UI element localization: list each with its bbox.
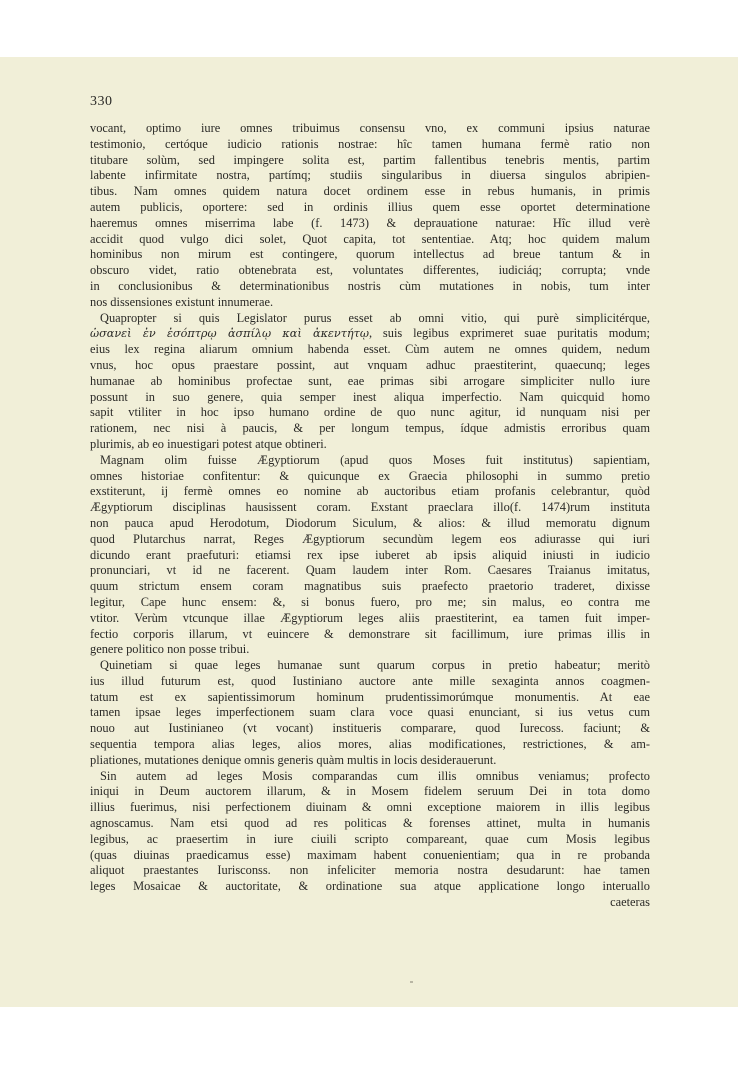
text-line: aliquot praestantes Iurisconss. non infeliciter memoria nostra desudarunt: hae tamen [90, 863, 650, 878]
text-line: Sin autem ad leges Mosis comparandas cum illis omnibus veniamus; profecto [100, 768, 650, 783]
text-line: fectio corporis illarum, vt euincere & demonstrare sit facillimum, iure primas illis in [90, 626, 650, 641]
text-line: tamen ipsae leges imperfectionem suam clara voce quasi enunciant, si ius vetus cum [90, 705, 650, 720]
text-line: accidit quod vulgo dici solet, Quot capita, tot sententiae. Atq; hoc quidem malum [90, 231, 650, 246]
text-line: legibus, ac praesertim in iure ciuili scripto compareant, quae cum Mosis legibus [90, 831, 650, 846]
text-line: testimonio, certóque iudicio rationis nostrae: hîc tamen humana fermè ratio non [90, 136, 650, 151]
text-line: non pauca apud Herodotum, Diodorum Siculum, & alios: & illud memoratu dignum [90, 515, 650, 530]
text-line: labente infirmitate nostra, partímq; studiis singularibus in diuersa singulos abripien- [90, 168, 650, 183]
text-line: agnoscamus. Nam etsi quod ad res politicas & forenses attinet, multa in humanis [90, 816, 650, 831]
text-line: legitur, Cape hunc ensem: &, si bonus fuero, pro me; sin malus, eo contra me [90, 594, 650, 609]
text-line: genere politico non posse tribui. [90, 642, 250, 657]
text-line: nouo aut Iustinianeo (vt vocant) institueris comparare, quod Iurecoss. faciunt; & [90, 721, 650, 736]
text-line: nos dissensiones existunt innumerae. [90, 294, 274, 309]
text-line: leges Mosaicae & auctoritate, & ordinatione sua atque applicatione longo interuallo [90, 879, 650, 894]
text-line: autem publicis, oportere: sed in ordinis illius quem esse oportet determinatione [90, 199, 650, 214]
text-line: Quinetiam si quae leges humanae sunt quarum corpus in pretio habeatur; meritò [100, 658, 650, 673]
text-line: pliationes, mutationes denique omnis generis quàm multis in locis desiderauerunt. [90, 752, 497, 767]
text-line: sapit vtiliter in hoc ipso humano ordine de quo nunc agitur, id nunquam nisi per [90, 405, 650, 420]
text-line: Magnam olim fuisse Ægyptiorum (apud quos Moses fuit institutus) sapientiam, [100, 452, 650, 467]
text-line: exstiterunt, ij fermè omnes eo nomine ab auctoribus etiam profanis celebrantur, quòd [90, 484, 650, 499]
paragraph [90, 769, 650, 895]
text-line: Ægyptiorum disciplinas hausissent coram. Exstant praeclara illo(f. 1474)rum instituta [90, 500, 650, 515]
text-line: dicundo erant praefuturi: etiamsi rex ipse iuberet ab ipsis aliquid iniusti in iudicio [90, 547, 650, 562]
text-line: iniqui in Deum auctorem illarum, & in Mosem fidelem seruum Dei in tota domo [90, 784, 650, 799]
text-line: rationem, nec nisi à paucis, & per longum tempus, ídque admistis erroribus quam [90, 421, 650, 436]
text-line: hominibus non mirum est contingere, quorum intellectus ad breue tantum & in [90, 247, 650, 262]
print-mark [410, 981, 413, 983]
text-line: vnus, hoc opus praestare possint, aut vnquam adhuc praestiterint, quaecunq; leges [90, 357, 650, 372]
text-line: sequentia tempora alias leges, alios mores, alias modificationes, restrictiones, & am- [90, 737, 650, 752]
text-line: (quas diuinas praedicamus esse) maximam habent conuenientiam; qua in re probanda [90, 847, 650, 862]
text-line: eius lex regina aliarum omnium habenda esset. Cùm autem ne omnes quidem, nedum [90, 342, 650, 357]
text-line: Quapropter si quis Legislator purus esset ab omni vitio, qui purè simplicitérque, [100, 310, 650, 325]
page-number: 330 [90, 94, 113, 109]
paragraph [90, 121, 650, 311]
text-line: quum strictum ensem coram magnatibus suis praefecto praetorio traderet, dixisse [90, 579, 650, 594]
text-line: obscuro videt, ratio obtenebrata est, voluntates differentes, iudiciáq; corrupta; vnde [90, 263, 650, 278]
catchword: caeteras [610, 895, 650, 910]
book-page [0, 57, 738, 1007]
text-line: haeremus omnes miserrima labe (f. 1473) & deprauatione naturae: Hîc illud verè [90, 215, 650, 230]
text-line: tibus. Nam omnes quidem natura docet ordinem esse in rebus humanis, in primis [90, 184, 650, 199]
text-line: plurimis, ab eo inuestigari potest atque obtineri. [90, 436, 327, 451]
text-line: vocant, optimo iure omnes tribuimus consensu vno, ex communi ipsius naturae [90, 121, 650, 135]
text-line: titubare solùm, sed impingere solita est, partim fallentibus tenebris mentis, partim [90, 152, 650, 167]
text-line: humanae ab hominibus profectae sunt, eae primas sibi arrogare simpliciter nullo iure [90, 373, 650, 388]
text-line: possunt in suo genere, quia semper inest aliqua imperfectio. Nam quicquid homo [90, 389, 650, 404]
text-line: ius illud futurum est, quod Iustiniano auctore ante mille sexaginta annos coagmen- [90, 673, 650, 688]
text-line: quod Plutarchus narrat, Reges Ægyptiorum secundùm legem eos adiurasse qui iuri [90, 531, 650, 546]
text-line: omnes historiae confitentur: & quicunque ex Graecia philosophi in summo pretio [90, 468, 650, 483]
body-text [90, 121, 650, 911]
paragraph [90, 311, 650, 453]
text-line: pronunciari, vt id ne facerent. Quam laudem inter Rom. Caesares Traianus imitatus, [90, 563, 650, 578]
text-line: vtitor. Verùm vtcunque illae Ægyptiorum leges aliis praestiterint, ea tamen fuit imper- [90, 610, 650, 625]
greek-phrase: ὡσανεὶ ἐν ἐσόπτρῳ ἀσπίλῳ καὶ ἀκεντήτῳ [90, 327, 369, 341]
text-line: tatum est ex sapientissimorum hominum prudentissimorúmque monumentis. At eae [90, 689, 650, 704]
text-line: in conclusionibus & determinationibus nostris cùm mutationes in nobis, tum inter [90, 278, 650, 293]
paragraph [90, 658, 650, 769]
text-line: illius fuerimus, nisi perfectionem diuinam & omni exceptione maiorem in illis legibus [90, 800, 650, 815]
text-line: ὡσανεὶ ἐν ἐσόπτρῳ ἀσπίλῳ καὶ ἀκεντήτῳ, suis legibus exprimeret suae puritatis modum; [90, 326, 650, 341]
paragraph [90, 453, 650, 658]
